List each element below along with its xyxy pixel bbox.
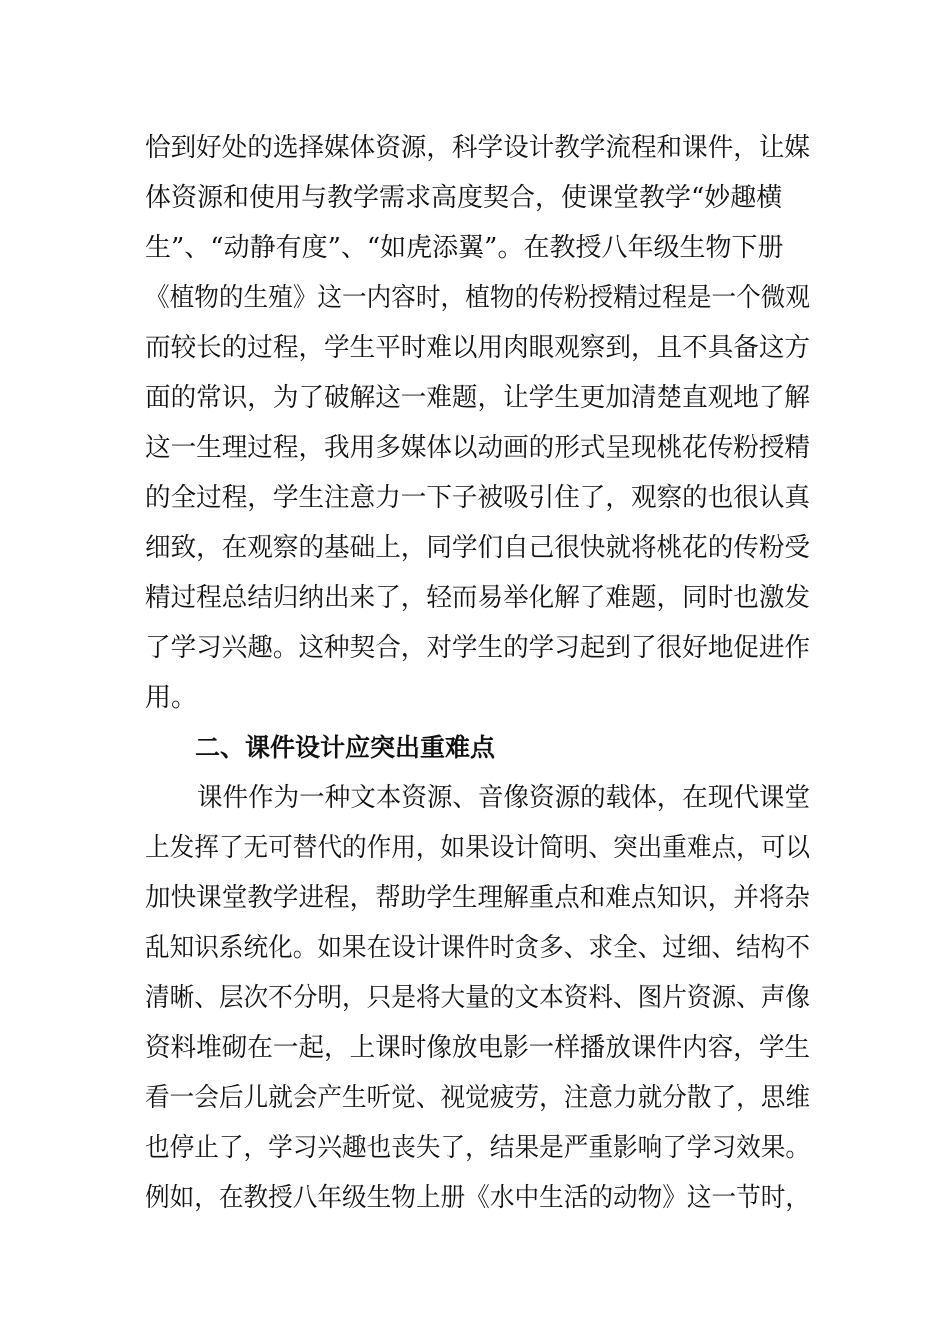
paragraph-line: 了学习兴趣。这种契合，对学生的学习起到了很好地促进作 [145, 633, 811, 663]
paragraph-line: 加快课堂教学进程，帮助学生理解重点和难点知识，并将杂 [145, 883, 811, 913]
paragraph-line: 生”、“动静有度”、“如虎添翼”。在教授八年级生物下册 [145, 233, 784, 263]
paragraph-line: 例如，在教授八年级生物上册《水中生活的动物》这一节时， [145, 1183, 811, 1213]
paragraph-line: 《植物的生殖》这一内容时，植物的传粉授精过程是一个微观 [145, 283, 811, 313]
paragraph-line: 精过程总结归纳出来了，轻而易举化解了难题，同时也激发 [145, 583, 811, 613]
paragraph-line: 清晰、层次不分明，只是将大量的文本资料、图片资源、声像 [145, 983, 811, 1013]
section-heading: 二、课件设计应突出重难点 [195, 733, 496, 762]
paragraph-line: 的全过程，学生注意力一下子被吸引住了，观察的也很认真 [145, 483, 811, 513]
paragraph-line: 细致，在观察的基础上，同学们自己很快就将桃花的传粉受 [145, 533, 811, 563]
paragraph-line: 面的常识，为了破解这一难题，让学生更加清楚直观地了解 [145, 383, 811, 413]
paragraph-line: 恰到好处的选择媒体资源，科学设计教学流程和课件，让媒 [145, 133, 811, 163]
paragraph-line: 而较长的过程，学生平时难以用肉眼观察到，且不具备这方 [145, 333, 811, 363]
paragraph-line: 看一会后儿就会产生听觉、视觉疲劳，注意力就分散了，思维 [145, 1083, 811, 1113]
paragraph-line: 这一生理过程，我用多媒体以动画的形式呈现桃花传粉授精 [145, 433, 811, 463]
paragraph-line: 资料堆砌在一起，上课时像放电影一样播放课件内容，学生 [145, 1033, 811, 1063]
paragraph-line: 也停止了，学习兴趣也丧失了，结果是严重影响了学习效果。 [145, 1133, 811, 1163]
paragraph-line: 体资源和使用与教学需求高度契合，使课堂教学“妙趣横 [145, 183, 783, 213]
paragraph-line: 课件作为一种文本资源、音像资源的载体，在现代课堂 [197, 783, 811, 813]
paragraph-line: 乱知识系统化。如果在设计课件时贪多、求全、过细、结构不 [145, 933, 811, 963]
paragraph-line: 用。 [145, 683, 198, 713]
paragraph-line: 上发挥了无可替代的作用，如果设计简明、突出重难点，可以 [145, 833, 811, 863]
